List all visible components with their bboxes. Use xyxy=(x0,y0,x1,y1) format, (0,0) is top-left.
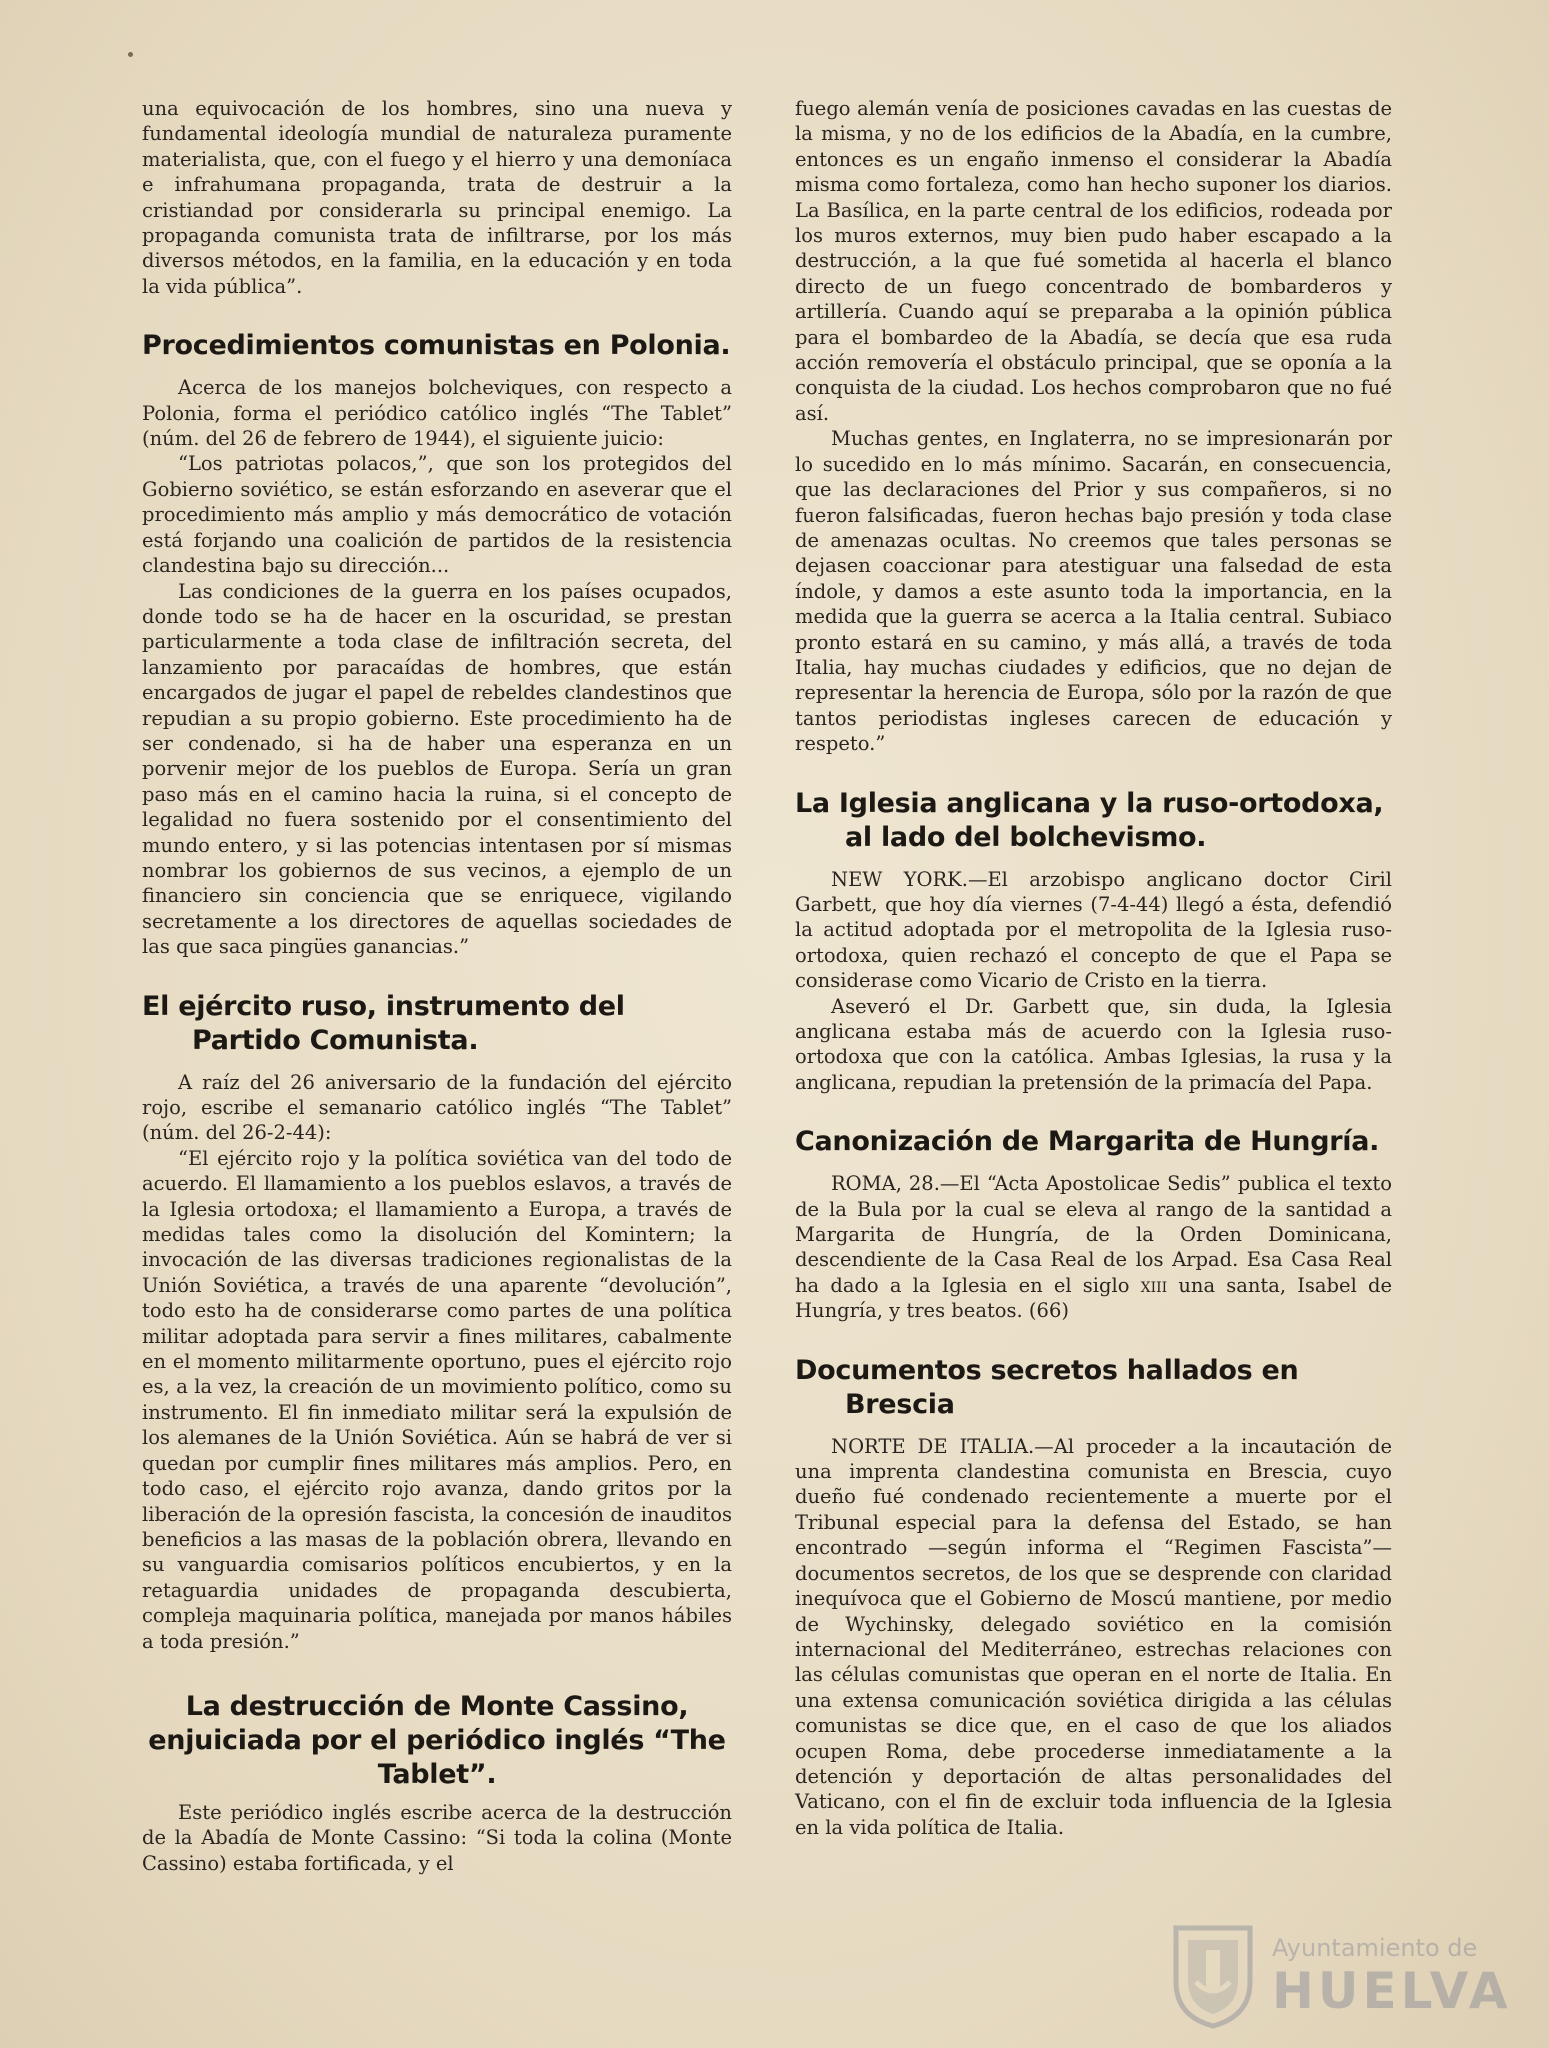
heading-monte-cassino: La destrucción de Monte Cassino, enjuiciada por el periódico inglés “The Tablet”. xyxy=(148,1690,726,1790)
watermark-line-1: Ayuntamiento de xyxy=(1272,1934,1478,1962)
heading-documentos-brescia: Documentos secretos hallados en Brescia xyxy=(795,1354,1299,1420)
right-column xyxy=(795,96,1392,1840)
heading-polonia: Procedimientos comunistas en Polonia. xyxy=(142,330,731,362)
huelva-coat-of-arms-icon xyxy=(1168,1920,1258,2030)
paragraph-cassino-continued-1: fuego alemán venía de posiciones cavadas en las cuestas de la misma, y no de los edificios de la Abadía, en la cumbre, entonces es un engaño inmenso el considerar la Abadía misma como fortaleza, como han hecho suponer los diarios. La Basílica, en la parte central de los edificios, rodeada por los muros externos, muy bien pudo haber escapado a la destrucción, a la que fué sometida al hacerla el blanco directo de un fuego concentrado de bombarderos y artillería. Cuando aquí se preparaba a la opinión pública para el bombardeo de la Abadía, se decía que esa ruda acción removería el obstáculo principal, que se oponía a la conquista de la ciudad. Los hechos comprobaron que no fué así. xyxy=(795,97,1392,425)
paragraph-cassino-1: Este periódico inglés escribe acerca de la destrucción de la Abadía de Monte Cassino: “Si toda la colina (Monte Cassino) estaba fortificada, y el xyxy=(142,1800,732,1875)
paragraph-documentos: NORTE DE ITALIA.—Al proceder a la incautación de una imprenta clandestina comunista en Brescia, cuyo dueño fué condenado recientemente a muerte por el Tribunal especial para la defensa del Estado, se han encontrado —según informa el “Regimen Fascista”—documentos secretos, de los que se desprende con claridad inequívoca que el Gobierno de Moscú mantiene, por medio de Wychinsky, delegado soviético en la comisión internacional del Mediterráneo, estrechas relaciones con las células comunistas que operan en el norte de Italia. En una extensa comunicación soviética dirigida a las células comunistas se dice que, en el caso de que los aliados ocupen Roma, debe procederse inmediatamente a la detención y deportación de altas personalidades del Vaticano, con el fin de excluir toda influencia de la Iglesia en la vida política de Italia. xyxy=(795,1434,1392,1839)
watermark-line-2: HUELVA xyxy=(1272,1962,1512,2020)
canonizacion-text-b: una santa, Isabel de Hungría, y tres beatos. (66) xyxy=(795,1273,1392,1323)
paragraph-intro: una equivocación de los hombres, sino una nueva y fundamental ideología mundial de naturaleza puramente materialista, que, con el fuego y el hierro y una demoníaca e infrahumana propaganda, trata de destruir a la cristiandad por considerarla su principal enemigo. La propaganda comunista trata de infiltrarse, por los más diversos métodos, en la familia, en la educación y en toda la vida pública”. xyxy=(142,97,732,298)
left-column xyxy=(142,96,732,1876)
paragraph-canonizacion xyxy=(795,1171,1392,1323)
paragraph-anglicana-2: Aseveró el Dr. Garbett que, sin duda, la Iglesia anglicana estaba más de acuerdo con la Iglesia ruso-ortodoxa que con la católica. Ambas Iglesias, la rusa y la anglicana, repudian la pretensión de la primacía del Papa. xyxy=(795,994,1392,1094)
paragraph-ejercito-2: “El ejército rojo y la política soviética van del todo de acuerdo. El llamamiento a los pueblos eslavos, a través de la Iglesia ortodoxa; el llamamiento a Europa, a través de medidas tales como la disolución del Komintern; la invocación de las diversas tradiciones regionalistas de la Unión Soviética, a través de una aparente “devolución”, todo esto ha de considerarse como partes de una política militar adoptada para servir a fines militares, cabalmente en el momento militarmente oportuno, pues el ejército rojo es, a la vez, la creación de un movimiento político, como su instrumento. El fin inmediato militar será la expulsión de los alemanes de la Unión Soviética. Aún se habrá de ver si quedan por cumplir fines militares más amplios. Pero, en todo caso, el ejército rojo avanza, dando gritos por la liberación de la opresión fascista, la concesión de inauditos beneficios a las masas de la población obrera, llevando en su vanguardia comisarios políticos encubiertos, y en la retaguardia unidades de propaganda descubierta, compleja maquinaria política, manejada por manos hábiles a toda presión.” xyxy=(142,1146,732,1653)
century-numeral: xiii xyxy=(1140,1273,1168,1297)
paragraph-ejercito-1: A raíz del 26 aniversario de la fundación del ejército rojo, escribe el semanario católico inglés “The Tablet” (núm. del 26-2-44): xyxy=(142,1070,732,1145)
heading-canonizacion: Canonización de Margarita de Hungría. xyxy=(795,1126,1380,1158)
paper-speck xyxy=(128,52,133,57)
paragraph-polonia-2: “Los patriotas polacos,”, que son los protegidos del Gobierno soviético, se están esforzando en aseverar que el procedimiento más amplio y más democrático de votación está forjando una coalición de partidos de la resistencia clandestina bajo su dirección... xyxy=(142,452,732,578)
heading-ejercito: El ejército ruso, instrumento del Partido Comunista. xyxy=(142,990,625,1056)
paragraph-anglicana-1: NEW YORK.—El arzobispo anglicano doctor Ciril Garbett, que hoy día viernes (7-4-44) llegó a ésta, defendió la actitud adoptada por el metropolita de la Iglesia ruso-ortodoxa, quien rechazó el concepto de que el Papa se considerase como Vicario de Cristo en la tierra. xyxy=(795,867,1392,993)
paragraph-polonia-1: Acerca de los manejos bolcheviques, con respecto a Polonia, forma el periódico católico inglés “The Tablet” (núm. del 26 de febrero de 1944), el siguiente juicio: xyxy=(142,376,732,451)
paragraph-polonia-3: Las condiciones de la guerra en los países ocupados, donde todo se ha de hacer en la oscuridad, se prestan particularmente a toda clase de infiltración secreta, del lanzamiento por paracaídas de hombres, que están encargados de jugar el papel de rebeldes clandestinos que repudian a su propio gobierno. Este procedimiento ha de ser condenado, si ha de haber una esperanza en un porvenir mejor de los pueblos de Europa. Sería un gran paso más en el camino hacia la ruina, si el concepto de legalidad no fuera sostenido por el consentimiento del mundo entero, y si las potencias intentasen por sí mismas nombrar los gobiernos de sus vecinos, a ejemplo de un financiero sin conciencia que se enriquece, vigilando secretamente a los directores de aquellas sociedades de las que saca pingües ganancias.” xyxy=(142,579,732,959)
heading-iglesia-anglicana: La Iglesia anglicana y la ruso-ortodoxa, al lado del bolchevismo. xyxy=(795,787,1384,853)
watermark xyxy=(1168,1920,1512,2030)
paragraph-cassino-continued-2: Muchas gentes, en Inglaterra, no se impresionarán por lo sucedido en lo más mínimo. Sacarán, en consecuencia, que las declaraciones del Prior y sus compañeros, si no fueron falsificadas, fueron hechas bajo presión y toda clase de amenazas ocultas. No creemos que tales personas se dejasen coaccionar para atestiguar una falsedad de esta índole, y damos a este asunto toda la importancia, en la medida que la guerra se acerca a la Italia central. Subiaco pronto estará en su camino, y más allá, a través de toda Italia, hay muchas ciudades y edificios, que no dejan de representar la herencia de Europa, sólo por la razón de que tantos periodistas ingleses carecen de educación y respeto.” xyxy=(795,427,1392,756)
canonizacion-text-a: ROMA, 28.—El “Acta Apostolicae Sedis” publica el texto de la Bula por la cual se eleva al rango de la santidad a Margarita de Hungría, de la Orden Dominicana, descendiente de la Casa Real de los Arpad. Esa Casa Real ha dado a la Iglesia en el siglo xyxy=(795,1172,1392,1297)
